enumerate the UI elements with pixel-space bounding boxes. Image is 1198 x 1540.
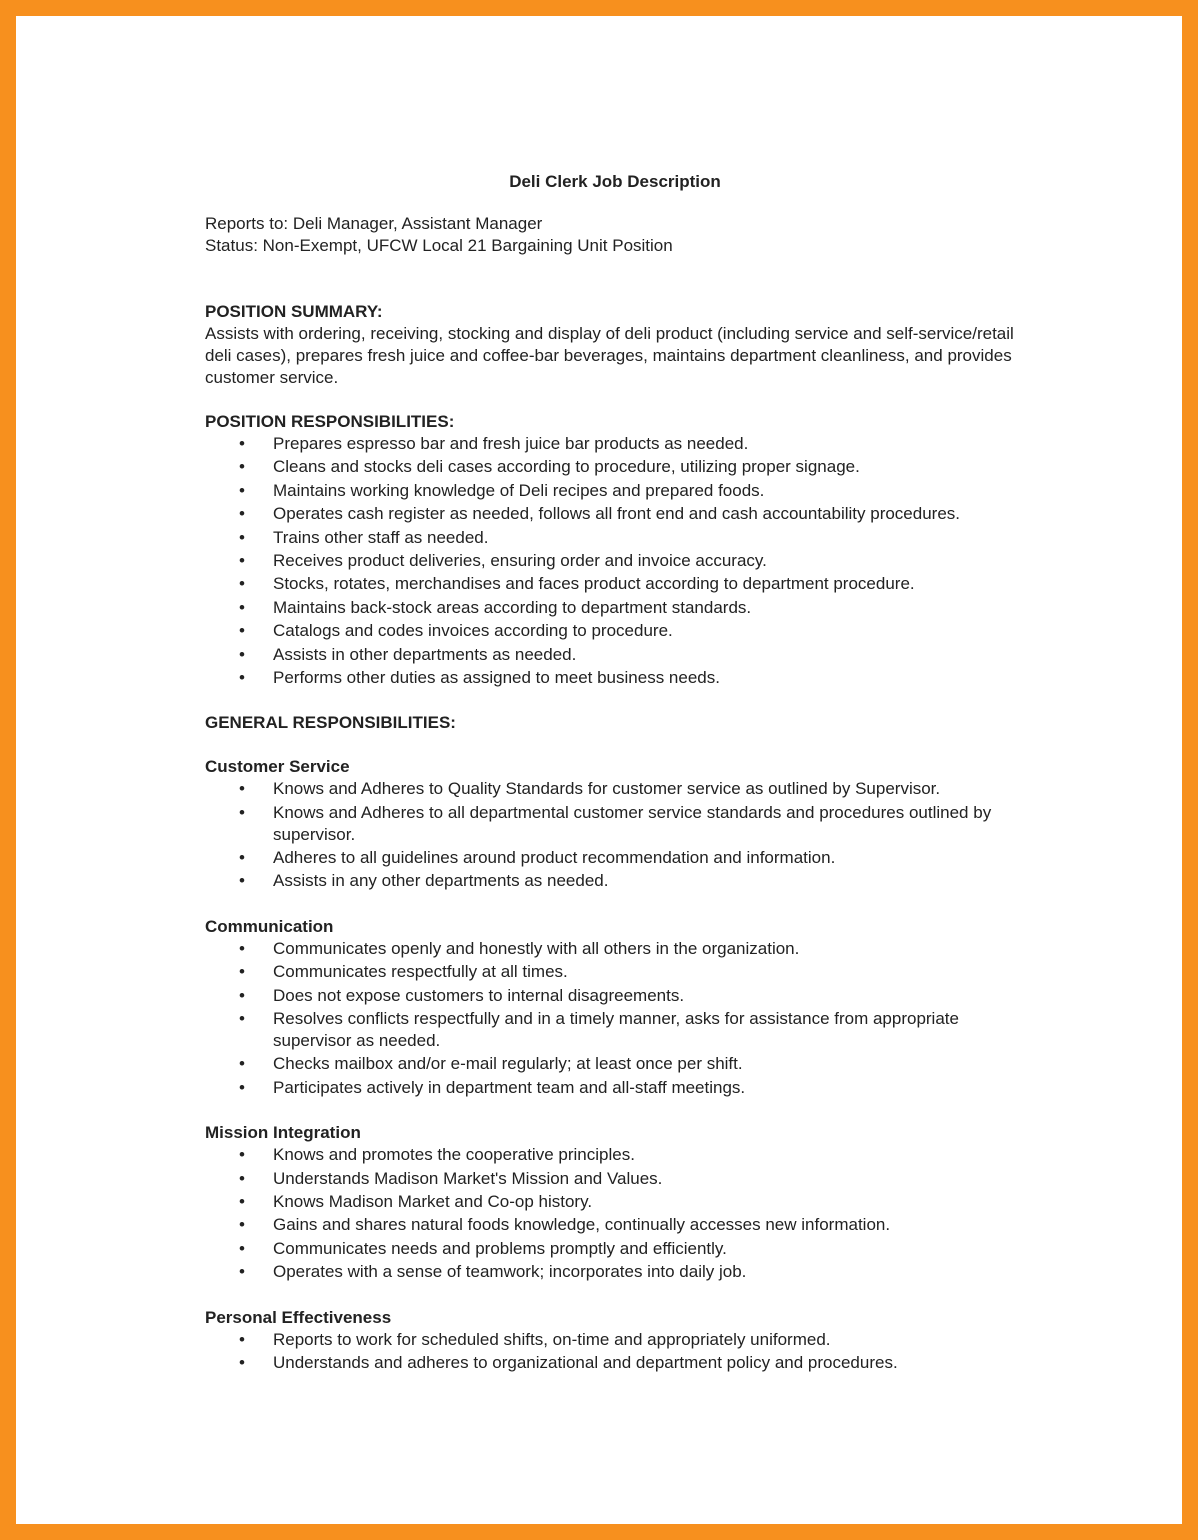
list-item-text: Adheres to all guidelines around product recommendation and information.: [273, 848, 836, 868]
list-item-text: Knows and Adheres to all departmental customer service standards and procedures outlined by supervisor.: [273, 802, 992, 844]
list-item-text: Assists in any other departments as needed.: [273, 871, 609, 891]
bullet-icon: •: [239, 1215, 245, 1235]
list-item-text: Knows and Adheres to Quality Standards for customer service as outlined by Supervisor.: [273, 779, 941, 799]
list-item: [205, 667, 1033, 689]
bullet-icon: •: [239, 1238, 245, 1258]
bullet-icon: •: [239, 802, 245, 822]
list-item: [205, 456, 1033, 478]
list-item-text: Stocks, rotates, merchandises and faces product according to department procedure.: [273, 574, 915, 594]
list-item: [205, 550, 1033, 572]
list-item-text: Communicates needs and problems promptly and efficiently.: [273, 1238, 727, 1258]
bullet-icon: •: [239, 457, 245, 477]
document-page: [205, 166, 1045, 1375]
list-item-text: Does not expose customers to internal disagreements.: [273, 985, 685, 1005]
list-item-text: Understands Madison Market's Mission and Values.: [273, 1168, 663, 1188]
bullet-icon: •: [239, 667, 245, 687]
list-item-text: Resolves conflicts respectfully and in a timely manner, asks for assistance from appropriate supervisor as needed.: [273, 1009, 959, 1051]
general-responsibilities-heading: GENERAL RESPONSIBILITIES:: [205, 713, 456, 733]
personal-effectiveness-heading: Personal Effectiveness: [205, 1307, 392, 1327]
list-item-text: Communicates respectfully at all times.: [273, 962, 568, 982]
list-item: [205, 1214, 1033, 1236]
bullet-icon: •: [239, 1145, 245, 1165]
list-item-text: Assists in other departments as needed.: [273, 644, 577, 664]
mission-integration-list: [205, 1144, 1045, 1283]
bullet-icon: •: [239, 550, 245, 570]
customer-service-list: [205, 778, 1045, 892]
bullet-icon: •: [239, 644, 245, 664]
reports-to-line: Reports to: Deli Manager, Assistant Manager: [205, 214, 543, 233]
position-summary-heading: POSITION SUMMARY:: [205, 302, 383, 321]
bullet-icon: •: [239, 574, 245, 594]
list-item-text: Communicates openly and honestly with all others in the organization.: [273, 938, 800, 958]
position-responsibilities-heading: POSITION RESPONSIBILITIES:: [205, 412, 455, 431]
list-item: [205, 778, 1033, 800]
bullet-icon: •: [239, 480, 245, 500]
list-item: [205, 1329, 1033, 1351]
list-item-text: Checks mailbox and/or e-mail regularly; at least once per shift.: [273, 1054, 743, 1074]
position-responsibilities-list: [205, 433, 1045, 689]
list-item: [205, 527, 1033, 549]
list-item-text: Understands and adheres to organizational and department policy and procedures.: [273, 1352, 898, 1372]
list-item: [205, 1238, 1033, 1260]
list-item-text: Operates cash register as needed, follows all front end and cash accountability procedures.: [273, 504, 961, 524]
list-item-text: Prepares espresso bar and fresh juice bar products as needed.: [273, 434, 749, 453]
list-item: [205, 480, 1033, 502]
bullet-icon: •: [239, 504, 245, 524]
bullet-icon: •: [239, 1009, 245, 1029]
list-item-text: Knows Madison Market and Co-op history.: [273, 1191, 593, 1211]
bullet-icon: •: [239, 1054, 245, 1074]
list-item-text: Reports to work for scheduled shifts, on-time and appropriately uniformed.: [273, 1329, 831, 1349]
document-title: Deli Clerk Job Description: [509, 172, 721, 191]
list-item-text: Receives product deliveries, ensuring order and invoice accuracy.: [273, 550, 767, 570]
bullet-icon: •: [239, 962, 245, 982]
bullet-icon: •: [239, 1352, 245, 1372]
list-item: [205, 597, 1033, 619]
list-item-text: Gains and shares natural foods knowledge, continually accesses new information.: [273, 1215, 891, 1235]
list-item: [205, 802, 1033, 846]
list-item: [205, 1261, 1033, 1283]
bullet-icon: •: [239, 985, 245, 1005]
list-item: [205, 1191, 1033, 1213]
bullet-icon: •: [239, 871, 245, 891]
list-item-text: Operates with a sense of teamwork; incorporates into daily job.: [273, 1262, 747, 1282]
list-item: [205, 644, 1033, 666]
list-item-text: Knows and promotes the cooperative principles.: [273, 1145, 635, 1165]
list-item-text: Trains other staff as needed.: [273, 527, 489, 547]
bullet-icon: •: [239, 434, 245, 453]
list-item-text: Cleans and stocks deli cases according to procedure, utilizing proper signage.: [273, 457, 860, 477]
bullet-icon: •: [239, 938, 245, 958]
list-item: [205, 985, 1033, 1007]
list-item: [205, 433, 1033, 455]
status-line: Status: Non-Exempt, UFCW Local 21 Bargaining Unit Position: [205, 236, 673, 255]
list-item: [205, 938, 1033, 960]
bullet-icon: •: [239, 597, 245, 617]
list-item: [205, 503, 1033, 525]
list-item: [205, 847, 1033, 869]
bullet-icon: •: [239, 779, 245, 799]
bullet-icon: •: [239, 1262, 245, 1282]
list-item: [205, 1144, 1033, 1166]
list-item-text: Maintains working knowledge of Deli recipes and prepared foods.: [273, 480, 765, 500]
list-item: [205, 573, 1033, 595]
list-item: [205, 1077, 1033, 1099]
list-item-text: Catalogs and codes invoices according to procedure.: [273, 621, 673, 641]
bullet-icon: •: [239, 1329, 245, 1349]
list-item: [205, 1008, 1033, 1052]
communication-list: [205, 938, 1045, 1099]
personal-effectiveness-list: [205, 1329, 1045, 1374]
list-item: [205, 870, 1033, 892]
mission-integration-heading: Mission Integration: [205, 1123, 361, 1143]
list-item-text: Participates actively in department team and all-staff meetings.: [273, 1077, 746, 1097]
customer-service-heading: Customer Service: [205, 757, 350, 777]
list-item: [205, 620, 1033, 642]
bullet-icon: •: [239, 621, 245, 641]
bullet-icon: •: [239, 848, 245, 868]
bullet-icon: •: [239, 1168, 245, 1188]
list-item: [205, 1053, 1033, 1075]
list-item: [205, 961, 1033, 983]
list-item-text: Performs other duties as assigned to meet business needs.: [273, 667, 720, 687]
position-summary-text: Assists with ordering, receiving, stocking and display of deli product (including service and self-service/retail deli cases), prepares fresh juice and coffee-bar beverages, maintains department cleanliness, and provides customer service.: [205, 324, 1014, 387]
bullet-icon: •: [239, 1077, 245, 1097]
list-item: [205, 1168, 1033, 1190]
list-item: [205, 1352, 1033, 1374]
bullet-icon: •: [239, 527, 245, 547]
bullet-icon: •: [239, 1191, 245, 1211]
communication-heading: Communication: [205, 916, 334, 936]
list-item-text: Maintains back-stock areas according to department standards.: [273, 597, 752, 617]
